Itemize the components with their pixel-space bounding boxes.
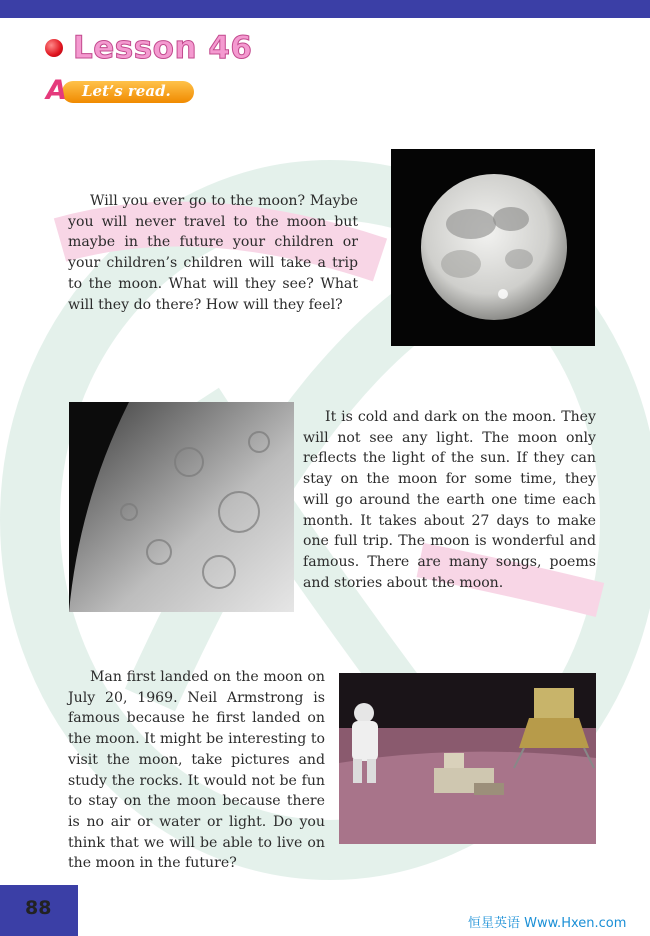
section-badge	[46, 75, 196, 106]
section-letter: A	[46, 75, 67, 106]
full-moon-photo	[391, 149, 595, 346]
top-color-band	[0, 0, 650, 18]
moon-surface-photo	[69, 402, 294, 612]
lesson-title: Lesson 46	[73, 30, 253, 66]
paragraph-intro: Will you ever go to the moon? Maybe you will never travel to the moon but maybe in the future your children or your children’s children will take a trip to the moon. What will they see? What will they do there? How will they feel?	[68, 193, 358, 313]
astronaut-landing-photo	[339, 673, 596, 844]
page-number-block	[0, 885, 78, 936]
red-bullet-icon	[45, 39, 63, 57]
section-label: Let’s read.	[82, 82, 171, 100]
paragraph-moon-facts: It is cold and dark on the moon. They will not see any light. The moon only reflects the light of the sun. If they can stay on the moon for some time, they will go around the earth one time each month. It takes about 27 days to make one full trip. The moon is wonderful and famous. There are many songs, poems and stories about the moon.	[303, 409, 596, 591]
lesson-heading	[45, 30, 252, 66]
paragraph-moon-landing: Man first landed on the moon on July 20, 1969. Neil Armstrong is famous because he first landed on the moon. It might be interesting to visit the moon, take pictures and study the rocks. It would not be fun to stay on the moon because there is no air or water or light. Do you think that we will be able to live on the moon in the future?	[68, 669, 325, 872]
site-watermark-text[interactable]: 恒星英语 Www.Hxen.com	[468, 916, 627, 931]
page-number: 88	[25, 897, 52, 919]
